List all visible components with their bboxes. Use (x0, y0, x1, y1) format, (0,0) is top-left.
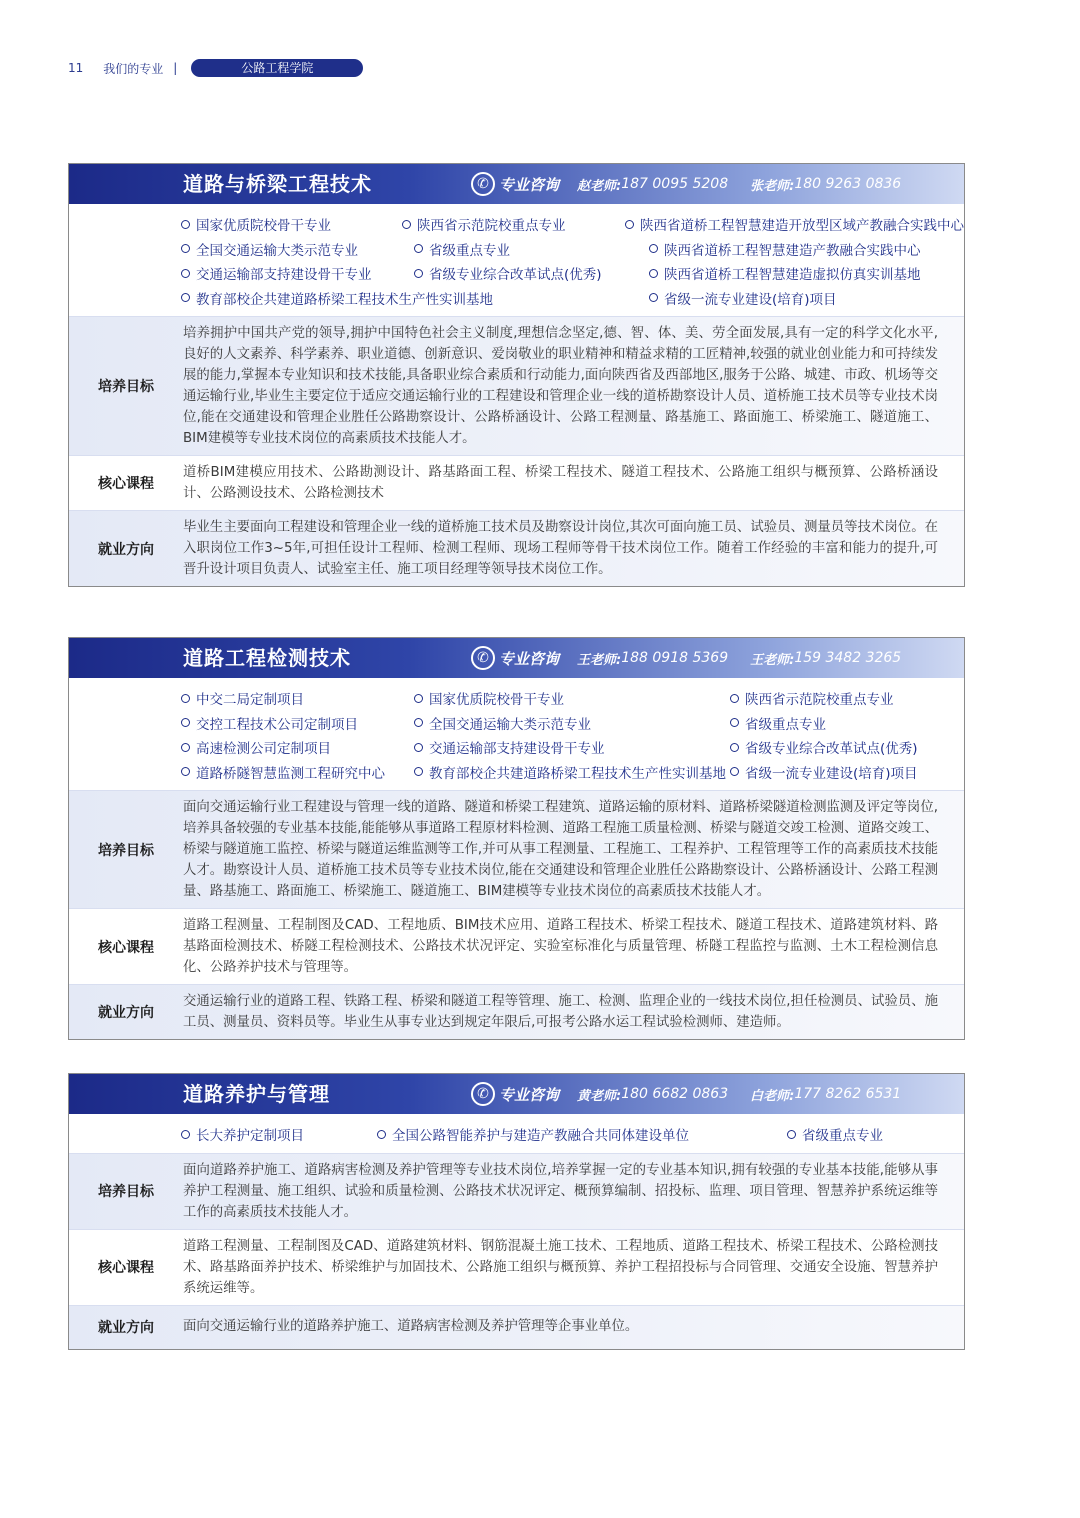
honor-badge: 交通运输部支持建设骨干专业 (414, 737, 730, 757)
circle-bullet-icon (414, 269, 423, 278)
circle-bullet-icon (414, 244, 423, 253)
circle-bullet-icon (730, 743, 739, 752)
honor-badge: 省级重点专业 (787, 1124, 883, 1144)
circle-bullet-icon (181, 1130, 190, 1139)
core-courses-row (69, 1229, 964, 1305)
honor-badge: 中交二局定制项目 (181, 688, 414, 708)
career-row (69, 510, 964, 586)
career-row (69, 1305, 964, 1349)
honor-badge: 长大养护定制项目 (181, 1124, 377, 1144)
program-header (69, 1074, 964, 1114)
row-label: 就业方向 (98, 1005, 154, 1021)
honor-badge: 陕西省道桥工程智慧建造虚拟仿真实训基地 (649, 263, 921, 283)
circle-bullet-icon (649, 293, 658, 302)
row-text: 道桥BIM建模应用技术、公路勘测设计、路基路面工程、桥梁工程技术、隧道工程技术、公路施工组织与概预算、公路桥涵设计、公路测设技术、公路检测技术 (183, 465, 938, 501)
circle-bullet-icon (181, 220, 190, 229)
circle-bullet-icon (377, 1130, 386, 1139)
honor-badge: 陕西省示范院校重点专业 (402, 214, 625, 234)
phone-icon: ✆ (471, 1082, 495, 1106)
circle-bullet-icon (181, 694, 190, 703)
honor-badge: 交通运输部支持建设骨干专业 (181, 263, 414, 283)
honor-badge: 教育部校企共建道路桥梁工程技术生产性实训基地 (181, 288, 649, 308)
row-label: 就业方向 (98, 541, 154, 558)
row-label: 核心课程 (98, 476, 154, 492)
circle-bullet-icon (181, 293, 190, 302)
program-card-road-maintenance (68, 1073, 965, 1350)
core-courses-row (69, 908, 964, 984)
circle-bullet-icon (181, 743, 190, 752)
teacher-phone: 187 0095 5208 (621, 176, 729, 192)
row-text: 交通运输行业的道路工程、铁路工程、桥梁和隧道工程等管理、施工、检测、监理企业的一线技术岗位,担任检测员、试验员、施工员、测量员、资料员等。毕业生从事专业达到规定年限后,可报考公路水运工程试验检测师、建造师。 (183, 994, 938, 1030)
circle-bullet-icon (402, 220, 411, 229)
program-card-road-testing (68, 637, 965, 1040)
phone-icon: ✆ (471, 172, 495, 196)
consult-contacts (471, 1081, 901, 1107)
section-name: 我们的专业 (103, 61, 164, 76)
training-goal-row (69, 790, 964, 908)
honor-badge: 陕西省道桥工程智慧建造开放型区域产教融合实践中心 (625, 214, 964, 234)
honor-badge: 省级重点专业 (730, 713, 826, 733)
circle-bullet-icon (181, 718, 190, 727)
row-text: 面向交通运输行业的道路养护施工、道路病害检测及养护管理等企事业单位。 (183, 1318, 639, 1334)
college-pill: 公路工程学院 (191, 59, 363, 77)
teacher-phone: 180 9263 0836 (794, 176, 902, 192)
circle-bullet-icon (414, 767, 423, 776)
honor-badge: 陕西省道桥工程智慧建造产教融合实践中心 (649, 239, 921, 259)
row-label: 核心课程 (98, 1260, 154, 1276)
training-goal-row (69, 1153, 964, 1229)
circle-bullet-icon (414, 718, 423, 727)
teacher-phone: 177 8262 6531 (794, 1086, 902, 1102)
program-card-road-bridge (68, 163, 965, 587)
honor-badge: 国家优质院校骨干专业 (181, 214, 402, 234)
row-label: 培养目标 (98, 842, 154, 859)
circle-bullet-icon (730, 767, 739, 776)
program-header (69, 638, 964, 678)
consult-label: 专业咨询 (499, 175, 560, 194)
row-text: 培养拥护中国共产党的领导,拥护中国特色社会主义制度,理想信念坚定,德、智、体、美、劳全面发展,具有一定的科学文化水平,良好的人文素养、科学素养、职业道德、创新意识、爱岗敬业的职业精神和精益求精的工匠精神,较强的就业创业能力和可持续发展的能力,掌握本专业知识和技术技能,具备职业综合素质和行动能力,面向陕西省及西部地区,服务于公路、城建、市政、机场等交通运输行业,毕业生主要定位于适应交通运输行业的工程建设和管理企业一线的道桥勘察设计人员、道桥施工技术员等专业技术岗位,能在交通建设和管理企业胜任公路勘察设计、公路桥涵设计、公路工程测量、路基施工、路面施工、桥梁施工、隧道施工、BIM建模等专业技术岗位的高素质技术技能人才。 (183, 326, 938, 446)
row-label: 培养目标 (98, 379, 154, 395)
circle-bullet-icon (181, 767, 190, 776)
core-courses-row (69, 455, 964, 510)
teacher-phone: 180 6682 0863 (621, 1086, 729, 1102)
row-label: 就业方向 (98, 1320, 154, 1336)
honor-badge: 省级专业综合改革试点(优秀) (414, 263, 649, 283)
program-title: 道路工程检测技术 (183, 646, 351, 670)
consult-label: 专业咨询 (499, 649, 560, 668)
consult-label: 专业咨询 (499, 1085, 560, 1104)
honor-badge: 高速检测公司定制项目 (181, 737, 414, 757)
program-header (69, 164, 964, 204)
honor-badge: 省级专业综合改革试点(优秀) (730, 737, 918, 757)
training-goal-row (69, 316, 964, 455)
page-header (68, 58, 363, 78)
circle-bullet-icon (649, 269, 658, 278)
honor-badge: 陕西省示范院校重点专业 (730, 688, 894, 708)
page-number: 11 (68, 61, 84, 75)
circle-bullet-icon (414, 694, 423, 703)
teacher-name: 赵老师: (577, 178, 622, 194)
career-row (69, 984, 964, 1039)
circle-bullet-icon (730, 718, 739, 727)
honor-badge: 道路桥隧智慧监测工程研究中心 (181, 762, 414, 782)
teacher-phone: 159 3482 3265 (794, 650, 902, 666)
teacher-name: 黄老师: (577, 1088, 622, 1104)
row-text: 面向道路养护施工、道路病害检测及养护管理等专业技术岗位,培养掌握一定的专业基本知识,拥有较强的专业基本技能,能够从事养护工程测量、施工组织、试验和质量检测、公路技术状况评定、概预算编制、招投标、监理、项目管理、智慧养护系统运维等工作的高素质技术技能人才。 (183, 1162, 938, 1220)
circle-bullet-icon (181, 269, 190, 278)
teacher-phone: 188 0918 5369 (621, 650, 729, 666)
teacher-name: 白老师: (750, 1088, 795, 1104)
circle-bullet-icon (787, 1130, 796, 1139)
honor-badges (69, 204, 964, 316)
row-text: 道路工程测量、工程制图及CAD、道路建筑材料、钢筋混凝土施工技术、工程地质、道路工程技术、桥梁工程技术、公路检测技术、路基路面养护技术、桥梁维护与加固技术、公路施工组织与概预算、养护工程招投标与合同管理、交通安全设施、智慧养护系统运维等。 (183, 1238, 938, 1296)
phone-icon: ✆ (471, 646, 495, 670)
honor-badges (69, 678, 964, 790)
teacher-name: 王老师: (577, 652, 622, 668)
honor-badge: 省级一流专业建设(培育)项目 (649, 288, 837, 308)
honor-badge: 全国交通运输大类示范专业 (181, 239, 414, 259)
circle-bullet-icon (181, 244, 190, 253)
honor-badge: 国家优质院校骨干专业 (414, 688, 730, 708)
consult-contacts (471, 171, 901, 197)
row-label: 核心课程 (98, 939, 154, 956)
honor-badges (69, 1114, 964, 1153)
teacher-name: 王老师: (750, 652, 795, 668)
honor-badge: 全国交通运输大类示范专业 (414, 713, 730, 733)
circle-bullet-icon (625, 220, 634, 229)
header-separator: | (173, 61, 178, 75)
consult-contacts (471, 645, 901, 671)
program-title: 道路与桥梁工程技术 (183, 172, 372, 196)
circle-bullet-icon (730, 694, 739, 703)
circle-bullet-icon (649, 244, 658, 253)
honor-badge: 教育部校企共建道路桥梁工程技术生产性实训基地 (414, 762, 730, 782)
honor-badge: 省级一流专业建设(培育)项目 (730, 762, 918, 782)
honor-badge: 全国公路智能养护与建造产教融合共同体建设单位 (377, 1124, 787, 1144)
program-title: 道路养护与管理 (183, 1082, 330, 1106)
honor-badge: 省级重点专业 (414, 239, 649, 259)
honor-badge: 交控工程技术公司定制项目 (181, 713, 414, 733)
row-text: 毕业生主要面向工程建设和管理企业一线的道桥施工技术员及勘察设计岗位,其次可面向施工员、试验员、测量员等技术岗位。在入职岗位工作3~5年,可担任设计工程师、检测工程师、现场工程师等骨干技术岗位工作。随着工作经验的丰富和能力的提升,可晋升设计项目负责人、试验室主任、施工项目经理等领导技术岗位工作。 (183, 520, 938, 577)
row-label: 培养目标 (98, 1184, 154, 1200)
teacher-name: 张老师: (750, 178, 795, 194)
row-text: 面向交通运输行业工程建设与管理一线的道路、隧道和桥梁工程建筑、道路运输的原材料、道路桥梁隧道检测监测及评定等岗位,培养具备较强的专业基本技能,能能够从事道路工程原材料检测、道路工程施工质量检测、桥梁与隧道交竣工检测、道路交竣工、桥梁与隧道施工监控、桥梁与隧道运维监测等工作,并可从事工程测量、工程施工、工程养护、工程管理等工作的高素质技术技能人才。勘察设计人员、道桥施工技术员等专业技术岗位,能在交通建设和管理企业胜任公路勘察设计、公路桥涵设计、公路工程测量、路基施工、路面施工、桥梁施工、隧道施工、BIM建模等专业技术岗位的高素质技术技能人才。 (183, 800, 938, 899)
circle-bullet-icon (414, 743, 423, 752)
row-text: 道路工程测量、工程制图及CAD、工程地质、BIM技术应用、道路工程技术、桥梁工程技术、隧道工程技术、道路建筑材料、路基路面检测技术、桥隧工程检测技术、公路技术状况评定、实验室标准化与质量管理、桥隧工程监控与监测、土木工程检测信息化、公路养护技术与管理等。 (183, 918, 938, 975)
